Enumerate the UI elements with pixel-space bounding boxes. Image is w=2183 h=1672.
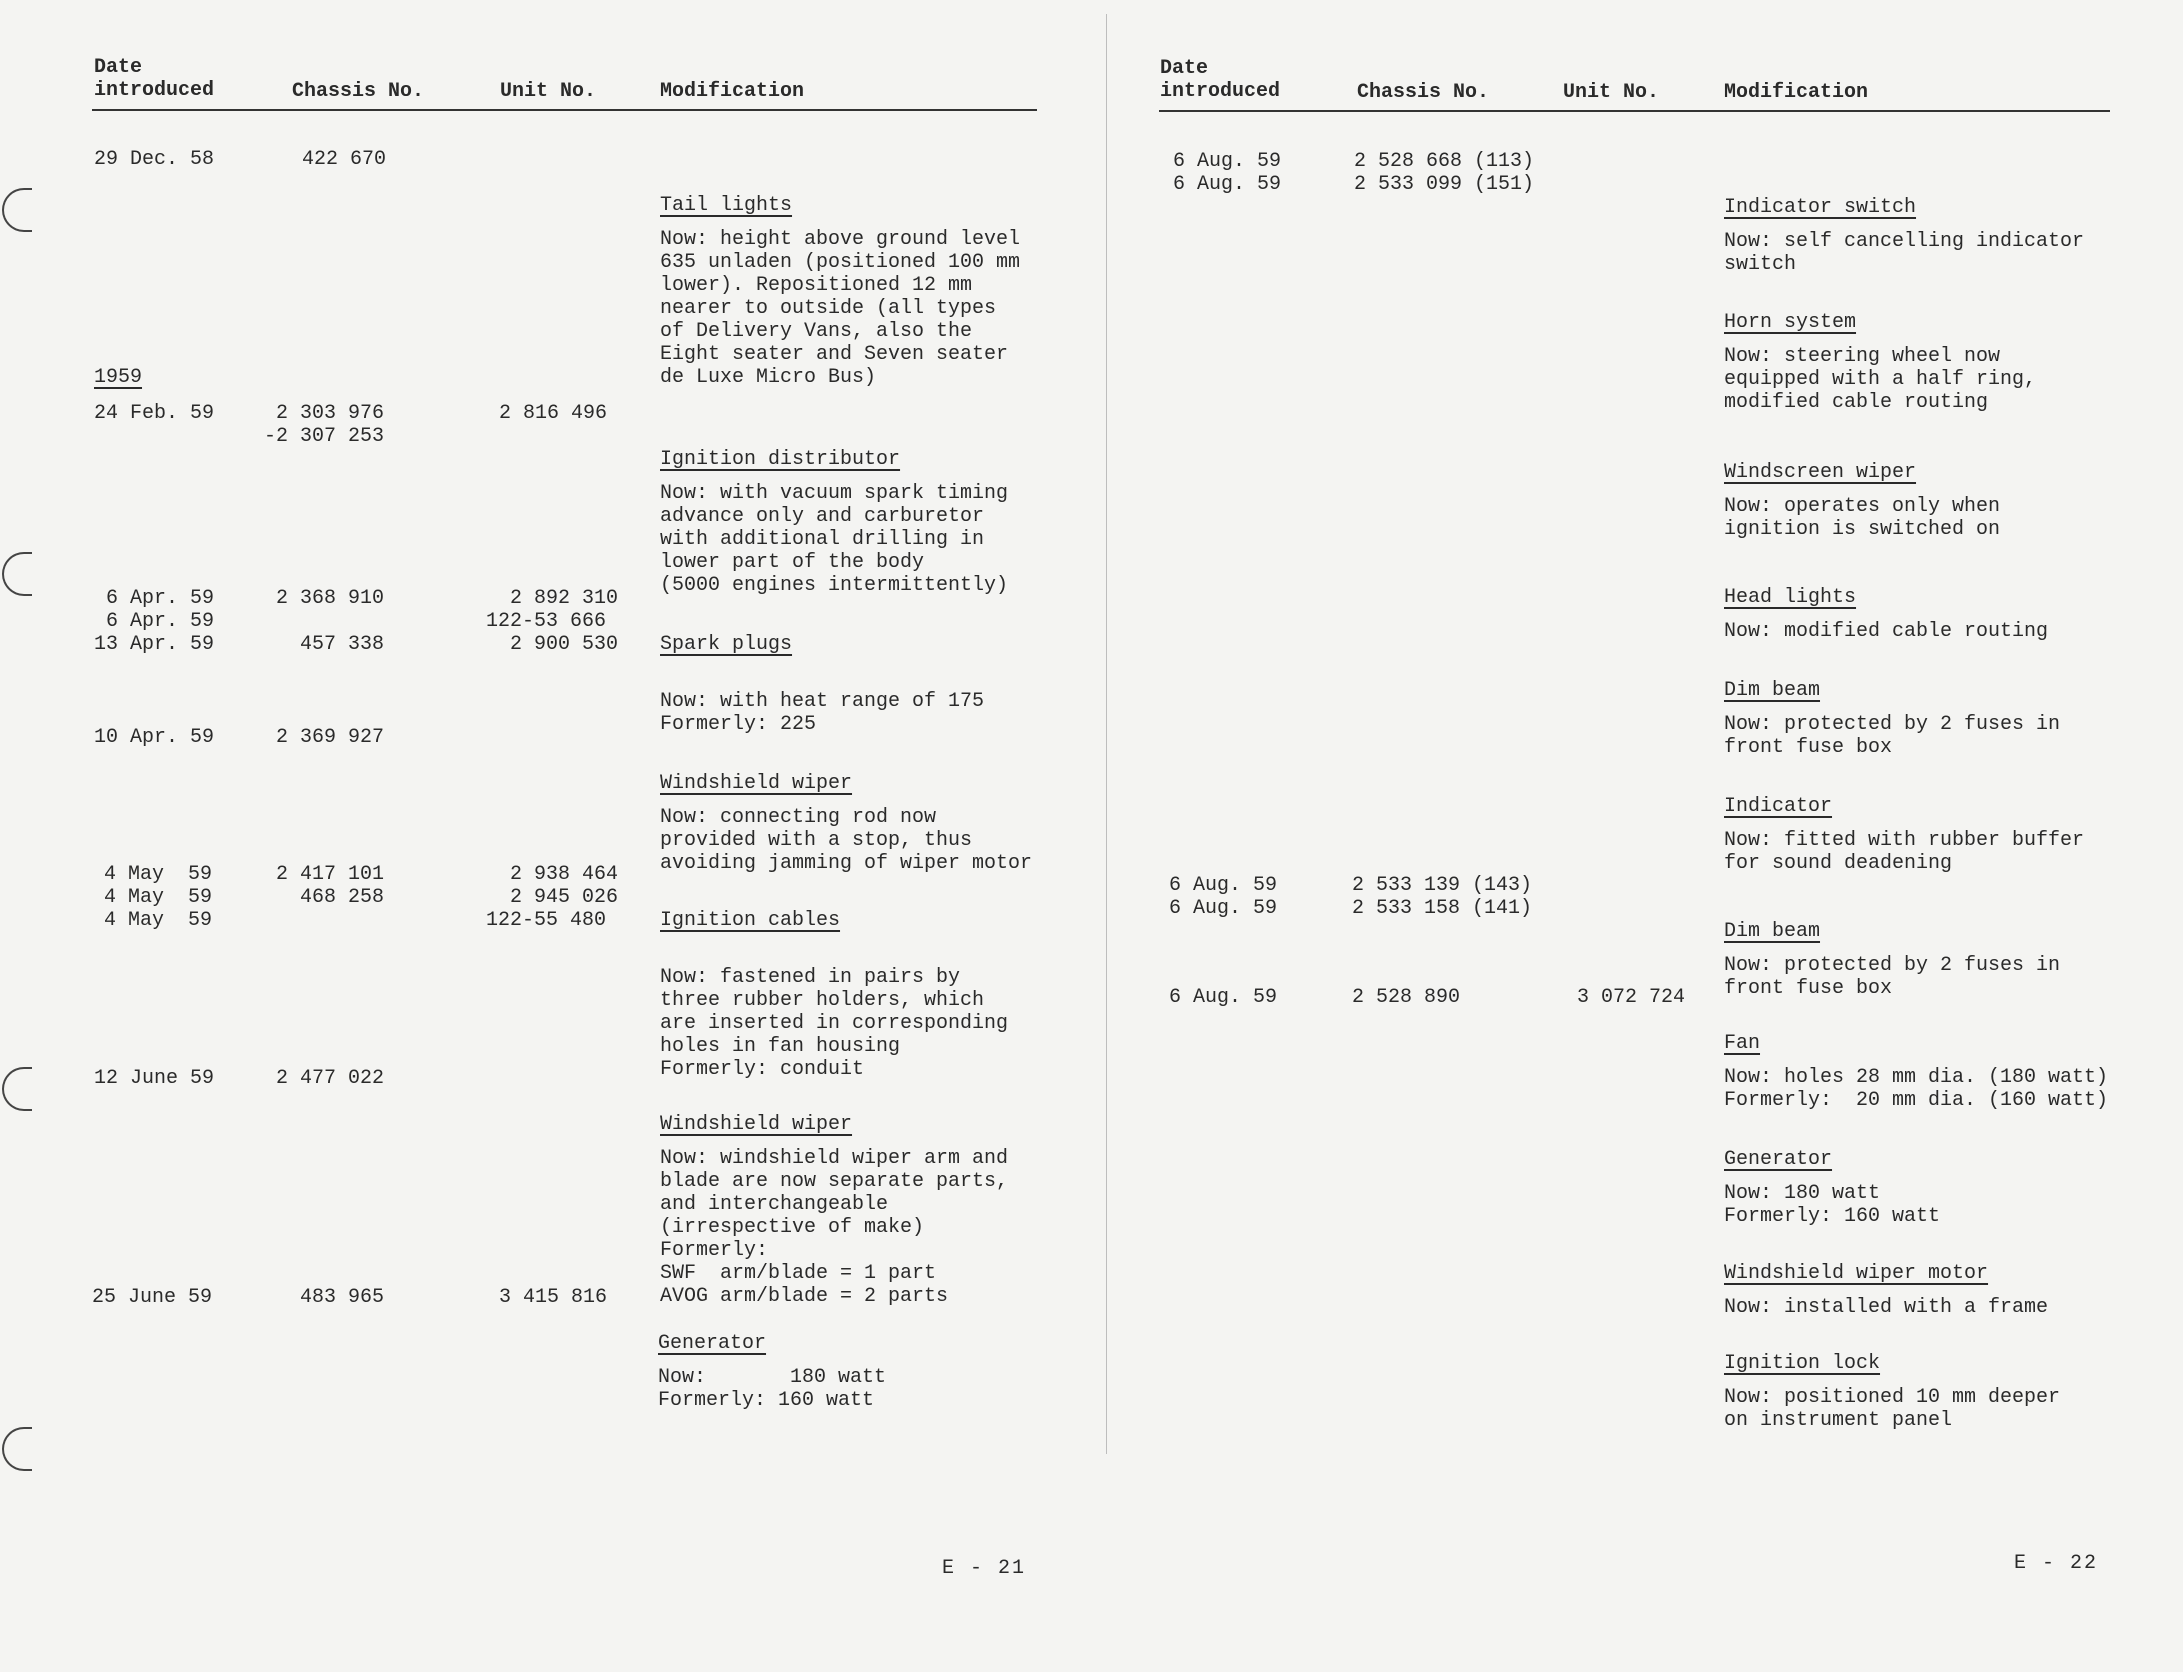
modification-text: Now: steering wheel now equipped with a half ring, modified cable routing [1724, 345, 2037, 414]
chassis-cell: 2 477 022 [276, 1067, 385, 1090]
date-cell: 10 Apr. 59 [94, 726, 215, 749]
date-cell: 6 Aug. 59 [1169, 986, 1278, 1009]
date-cell: 25 June 59 [92, 1286, 213, 1309]
unit-cell: 3 415 816 [499, 1286, 608, 1309]
modification-cell [1724, 1306, 2060, 1455]
modification-text: Now: holes 28 mm dia. (180 watt) Formerly: 20 mm dia. (160 watt) [1724, 1066, 2109, 1112]
modification-cell [1724, 265, 2036, 437]
modification-title: Indicator [1724, 795, 1833, 818]
modification-cell [660, 148, 1020, 412]
modification-text: Now: self cancelling indicator switch [1724, 230, 2085, 276]
modification-text: Now: protected by 2 fuses in front fuse box [1724, 954, 2061, 1000]
header-date: Date introduced [1160, 57, 1281, 103]
modification-text: Now: height above ground level 635 unladen (positioned 100 mm lower). Repositioned 12 mm nearer to outside (all types of Delivery Vans, also the Eight seater and Seven seater de Luxe Micro Bus) [660, 228, 1021, 389]
year-heading: 1959 [94, 366, 143, 389]
modification-title: Windshield wiper motor [1724, 1262, 1989, 1285]
page-left [92, 0, 1102, 1672]
chassis-cell: 2 368 910 457 338 [276, 587, 385, 656]
modification-text: Now: positioned 10 mm deeper on instrument panel [1724, 1386, 2061, 1432]
page-fold [1106, 14, 1107, 1454]
modification-text: Now: 180 watt Formerly: 160 watt [658, 1366, 887, 1412]
chassis-cell: 483 965 [300, 1286, 385, 1309]
chassis-cell: 2 533 139 (143) 2 533 158 (141) [1352, 874, 1533, 920]
modification-title: Ignition cables [660, 909, 841, 932]
modification-text: Now: windshield wiper arm and blade are now separate parts, and interchangeable (irrespective of make) Formerly: SWF arm/blade = 1 part AVOG arm/blade = 2 parts [660, 1147, 1009, 1308]
date-cell: 24 Feb. 59 [94, 402, 215, 425]
page-right [1159, 0, 2169, 1672]
modification-title: Ignition lock [1724, 1352, 1881, 1375]
header-unit: Unit No. [1563, 81, 1660, 104]
date-cell: 4 May 59 4 May 59 4 May 59 [104, 863, 213, 932]
chassis-cell: 2 528 668 (113) 2 533 099 (151) [1354, 150, 1535, 196]
modification-text: Now: fastened in pairs by three rubber holders, which are inserted in corresponding holes in fan housing Formerly: conduit [660, 966, 1009, 1081]
modification-title: Ignition distributor [660, 448, 901, 471]
chassis-cell: 2 417 101 468 258 [276, 863, 385, 909]
header-modification: Modification [1724, 81, 1869, 104]
header-chassis: Chassis No. [1357, 81, 1490, 104]
unit-cell: 3 072 724 [1577, 986, 1686, 1009]
modification-title: Dim beam [1724, 920, 1821, 943]
header-modification: Modification [660, 80, 805, 103]
header-rule [92, 109, 1037, 111]
modification-text: Now: protected by 2 fuses in front fuse box [1724, 713, 2061, 759]
modification-text: Now: with vacuum spark timing advance only and carburetor with additional drilling in lower part of the body (5000 engines intermittently) [660, 482, 1009, 597]
modification-title: Spark plugs [660, 633, 793, 656]
modification-title: Generator [1724, 1148, 1833, 1171]
chassis-cell: 2 369 927 [276, 726, 385, 749]
modification-title: Windscreen wiper [1724, 461, 1917, 484]
chassis-cell: 2 303 976 -2 307 253 [264, 402, 385, 448]
modification-title: Dim beam [1724, 679, 1821, 702]
page-number: E - 22 [2014, 1552, 2099, 1575]
modification-title: Fan [1724, 1032, 1761, 1055]
binder-hole-mark [2, 1427, 32, 1471]
modification-title: Tail lights [660, 194, 793, 217]
date-cell: 29 Dec. 58 [94, 148, 215, 171]
modification-title: Horn system [1724, 311, 1857, 334]
modification-text: Now: connecting rod now provided with a stop, thus avoiding jamming of wiper motor [660, 806, 1033, 875]
modification-text: Now: fitted with rubber buffer for sound deadening [1724, 829, 2085, 875]
unit-cell: 2 938 464 2 945 026 122-55 480 [486, 863, 619, 932]
modification-title: Head lights [1724, 586, 1857, 609]
date-cell: 6 Aug. 59 6 Aug. 59 [1173, 150, 1282, 196]
modification-cell [658, 1286, 886, 1435]
header-unit: Unit No. [500, 80, 597, 103]
date-cell: 6 Aug. 59 6 Aug. 59 [1169, 874, 1278, 920]
modification-text: Now: operates only when ignition is switched on [1724, 495, 2001, 541]
unit-cell: 2 892 310 122-53 666 2 900 530 [486, 587, 619, 656]
binder-hole-mark [2, 552, 32, 596]
modification-title: Windshield wiper [660, 772, 853, 795]
header-chassis: Chassis No. [292, 80, 425, 103]
modification-text: Now: 180 watt Formerly: 160 watt [1724, 1182, 1941, 1228]
date-cell: 6 Apr. 59 6 Apr. 59 13 Apr. 59 [94, 587, 215, 656]
modification-title: Generator [658, 1332, 767, 1355]
date-cell: 12 June 59 [94, 1067, 215, 1090]
binder-hole-mark [2, 1067, 32, 1111]
page-number: E - 21 [942, 1557, 1027, 1580]
chassis-cell: 422 670 [302, 148, 387, 171]
unit-cell: 2 816 496 [499, 402, 608, 425]
binder-hole-mark [2, 188, 32, 232]
header-date: Date introduced [94, 56, 215, 102]
chassis-cell: 2 528 890 [1352, 986, 1461, 1009]
modification-text: Now: with heat range of 175 Formerly: 225 [660, 690, 985, 736]
modification-title: Indicator switch [1724, 196, 1917, 219]
modification-text: Now: modified cable routing [1724, 620, 2049, 643]
modification-title: Windshield wiper [660, 1113, 853, 1136]
modification-text: Now: installed with a frame [1724, 1296, 2049, 1319]
header-rule [1159, 110, 2110, 112]
